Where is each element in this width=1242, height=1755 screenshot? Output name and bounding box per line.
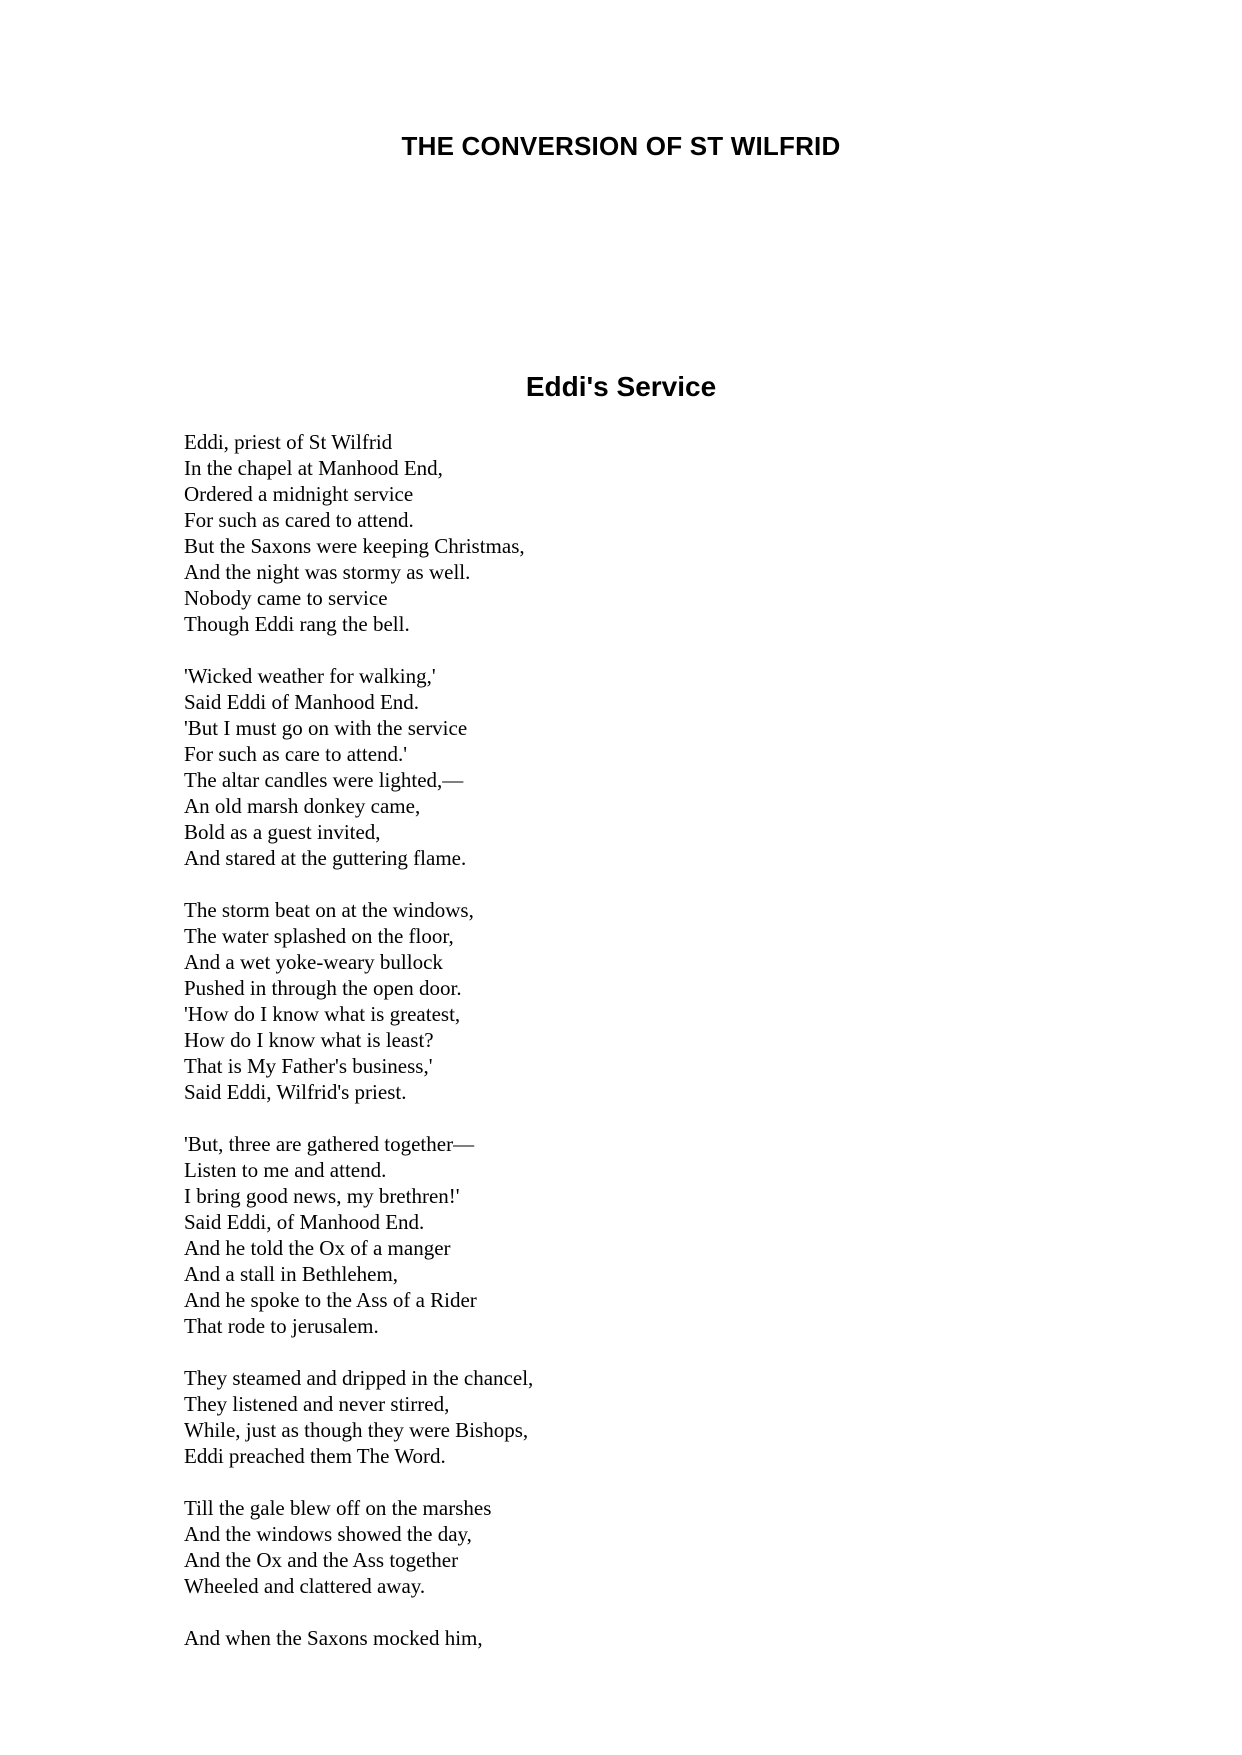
poem-line: And he told the Ox of a manger	[184, 1236, 451, 1260]
poem-line: But the Saxons were keeping Christmas,	[184, 534, 525, 558]
poem-line: Pushed in through the open door.	[184, 976, 462, 1000]
poem-line: Nobody came to service	[184, 586, 388, 610]
poem-line: That rode to jerusalem.	[184, 1314, 379, 1338]
poem-line: Said Eddi, of Manhood End.	[184, 1210, 425, 1234]
poem-line: Till the gale blew off on the marshes	[184, 1496, 492, 1520]
poem-line: And he spoke to the Ass of a Rider	[184, 1288, 477, 1312]
poem-line: And the night was stormy as well.	[184, 560, 471, 584]
poem-line: The altar candles were lighted,—	[184, 768, 464, 792]
poem-line: Though Eddi rang the bell.	[184, 612, 410, 636]
poem-line: Eddi preached them The Word.	[184, 1444, 446, 1468]
poem-line: The water splashed on the floor,	[184, 924, 454, 948]
poem-line: And a stall in Bethlehem,	[184, 1262, 399, 1286]
poem-line: 'But, three are gathered together—	[184, 1132, 475, 1156]
poem-line: Bold as a guest invited,	[184, 820, 381, 844]
poem-line: The storm beat on at the windows,	[184, 898, 474, 922]
poem-line: Wheeled and clattered away.	[184, 1574, 426, 1598]
poem-line: They steamed and dripped in the chancel,	[184, 1366, 534, 1390]
poem-line: And the Ox and the Ass together	[184, 1548, 459, 1572]
poem-line: Said Eddi, Wilfrid's priest.	[184, 1080, 407, 1104]
stanza	[184, 663, 884, 871]
stanza	[184, 1131, 884, 1339]
poem-line: For such as cared to attend.	[184, 508, 414, 532]
poem-line: 'Wicked weather for walking,'	[184, 664, 436, 688]
stanza	[184, 1495, 884, 1599]
poem-line: Said Eddi of Manhood End.	[184, 690, 420, 714]
stanza	[184, 1625, 884, 1651]
poem-line: They listened and never stirred,	[184, 1392, 450, 1416]
poem-line: And the windows showed the day,	[184, 1522, 472, 1546]
poem-line: And when the Saxons mocked him,	[184, 1626, 483, 1650]
poem-line: In the chapel at Manhood End,	[184, 456, 443, 480]
poem-line: And a wet yoke-weary bullock	[184, 950, 443, 974]
poem-line: And stared at the guttering flame.	[184, 846, 467, 870]
poem-title: Eddi's Service	[525, 371, 717, 402]
poem-line: While, just as though they were Bishops,	[184, 1418, 529, 1442]
stanza	[184, 897, 884, 1105]
poem-line: I bring good news, my brethren!'	[184, 1184, 460, 1208]
poem-line: 'How do I know what is greatest,	[184, 1002, 461, 1026]
poem-line: For such as care to attend.'	[184, 742, 408, 766]
poem-line: Ordered a midnight service	[184, 482, 414, 506]
stanza	[184, 429, 884, 637]
poem-body	[184, 429, 884, 1677]
poem-line: That is My Father's business,'	[184, 1054, 433, 1078]
poem-line: How do I know what is least?	[184, 1028, 434, 1052]
poem-line: An old marsh donkey came,	[184, 794, 421, 818]
poem-line: 'But I must go on with the service	[184, 716, 468, 740]
poem-line: Eddi, priest of St Wilfrid	[184, 430, 393, 454]
poem-line: Listen to me and attend.	[184, 1158, 387, 1182]
page-title: THE CONVERSION OF ST WILFRID	[401, 131, 841, 161]
stanza	[184, 1365, 884, 1469]
